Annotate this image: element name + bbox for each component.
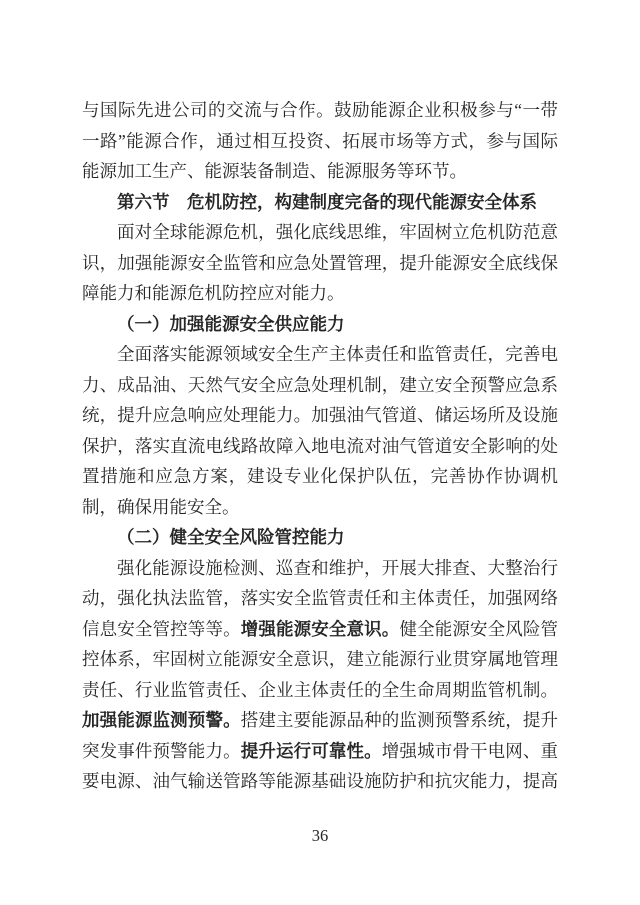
text-run: 强化能源设施检测、巡查和维护，开展大排查、大整治行	[117, 557, 558, 578]
text-run: 识，加强能源安全监管和应急处置管理，提升能源安全底线保	[82, 252, 558, 273]
text-line	[82, 217, 558, 248]
text-run: 一路”能源合作，通过相互投资、拓展市场等方式，参与国际	[82, 130, 558, 151]
page-number: 36	[311, 826, 329, 845]
text-line	[82, 736, 558, 767]
text-line	[82, 614, 558, 645]
text-run: 保护，落实直流电线路故障入地电流对油气管道安全影响的处	[82, 435, 558, 456]
text-line	[82, 95, 558, 126]
text-run: 突发事件预警能力。	[82, 740, 241, 761]
text-run: 置措施和应急方案，建设专业化保护队伍，完善协作协调机	[82, 466, 558, 486]
text-line	[82, 126, 558, 157]
text-line	[82, 766, 558, 797]
bold-text-run: 增强能源安全意识。	[240, 618, 400, 639]
text-line	[82, 339, 558, 370]
text-run: 增强城市骨干电网、重	[381, 740, 558, 761]
text-line	[82, 156, 558, 187]
bold-text-run: 第六节 危机防控，构建制度完备的现代能源安全体系	[117, 191, 537, 212]
text-line	[82, 248, 558, 279]
text-run: 控体系，牢固树立能源安全意识，建立能源行业贯穿属地管理	[82, 649, 558, 669]
text-line	[82, 583, 558, 614]
text-run: 动，强化执法监管，落实安全监管责任和主体责任，加强网络	[82, 588, 558, 608]
text-line	[82, 492, 558, 523]
text-run: 全面落实能源领域安全生产主体责任和监管责任，完善电	[117, 344, 558, 364]
text-run: 信息安全管控等等。	[82, 618, 241, 639]
text-run: 制，确保用能安全。	[82, 496, 240, 517]
text-line	[82, 370, 558, 401]
text-block	[82, 95, 558, 797]
text-run: 能源加工生产、能源装备制造、能源服务等环节。	[82, 161, 467, 181]
bold-text-run: （二）健全安全风险管控能力	[117, 527, 345, 547]
text-run: 力、成品油、天然气安全应急处理机制，建立安全预警应急系	[82, 374, 558, 395]
text-line	[82, 400, 558, 431]
bold-text-run: （一）加强能源安全供应能力	[117, 313, 345, 334]
text-run: 健全能源安全风险管	[399, 618, 558, 639]
heading-line	[82, 309, 558, 340]
heading-line	[82, 187, 558, 218]
text-line	[82, 431, 558, 462]
bold-text-run: 提升运行可靠性。	[240, 740, 382, 761]
text-run: 搭建主要能源品种的监测预警系统，提升	[240, 710, 558, 730]
text-line	[82, 278, 558, 309]
text-run: 障能力和能源危机防控应对能力。	[82, 283, 345, 303]
text-line	[82, 461, 558, 492]
bold-text-run: 加强能源监测预警。	[82, 710, 241, 730]
text-run: 责任、行业监管责任、企业主体责任的全生命周期监管机制。	[82, 679, 558, 700]
text-run: 与国际先进公司的交流与合作。鼓励能源企业积极参与“一带	[82, 100, 558, 120]
heading-line	[82, 522, 558, 553]
text-line	[82, 705, 558, 736]
text-run: 要电源、油气输送管路等能源基础设施防护和抗灾能力，提高	[82, 771, 558, 791]
text-run: 统，提升应急响应处理能力。加强油气管道、储运场所及设施	[82, 405, 558, 425]
text-line	[82, 675, 558, 706]
text-line	[82, 553, 558, 584]
text-run: 面对全球能源危机，强化底线思维，牢固树立危机防范意	[117, 222, 558, 242]
text-line	[82, 644, 558, 675]
